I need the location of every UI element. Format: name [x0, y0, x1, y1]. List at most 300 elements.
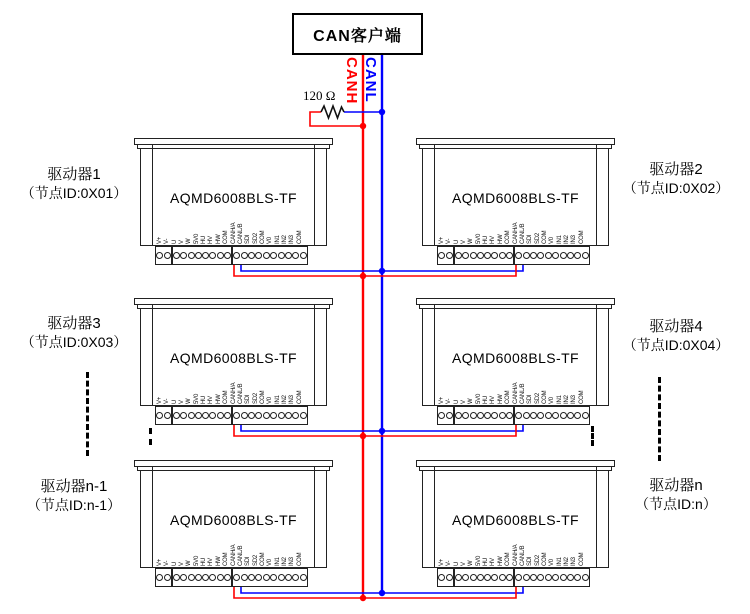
- terminator-canh-lead: [310, 112, 363, 126]
- pin-label: IN2: [281, 557, 288, 566]
- continuation-dots-left-inner: [149, 428, 152, 445]
- terminal-pin: [470, 574, 477, 581]
- pin-label: COM: [578, 390, 585, 404]
- pin-label: SD2: [534, 554, 541, 566]
- module-flange-right: [314, 148, 327, 246]
- pin-label: V-: [164, 238, 171, 244]
- terminal-pin: [567, 574, 574, 581]
- pin-label: HU: [201, 557, 208, 566]
- terminal-pin: [537, 252, 544, 259]
- driver-module-5: [140, 460, 327, 588]
- terminal-pin: [477, 252, 484, 259]
- terminal-pin: [202, 412, 209, 419]
- terminal-pin: [438, 574, 445, 581]
- driver-module-2: [422, 138, 609, 266]
- terminal-pin: [248, 412, 255, 419]
- pin-label: SDI: [245, 394, 252, 404]
- terminal-pin: [462, 252, 469, 259]
- pin-label: IN3: [289, 235, 296, 244]
- pin-label: IN1: [274, 235, 281, 244]
- driver-node-id: （节点ID:n-1）: [26, 497, 122, 513]
- pin-label: V0: [267, 559, 274, 566]
- terminal-block: [172, 406, 232, 425]
- pin-label: W: [468, 238, 475, 244]
- terminal-pin: [180, 412, 187, 419]
- terminal-block: [454, 568, 514, 587]
- terminal-pin: [156, 574, 163, 581]
- pin-label: W: [186, 238, 193, 244]
- terminal-pin: [523, 412, 530, 419]
- terminal-pin: [270, 412, 277, 419]
- terminal-pin: [515, 252, 522, 259]
- terminal-pin: [530, 252, 537, 259]
- pin-label: HW: [497, 234, 504, 244]
- pin-label: V+: [157, 396, 163, 404]
- terminal-pin: [241, 574, 248, 581]
- pin-label: CANH/A: [230, 544, 237, 566]
- terminal-pin: [233, 252, 240, 259]
- driver-label-3: [10, 314, 138, 351]
- pin-label: HU: [483, 235, 490, 244]
- pin-label: V: [179, 400, 186, 404]
- pin-label: U: [171, 399, 178, 404]
- pin-label: IN1: [274, 557, 281, 566]
- terminal-pin: [455, 252, 462, 259]
- terminal-pin: [156, 412, 163, 419]
- terminal-pin: [574, 412, 581, 419]
- module-model-label: AQMD6008BLS-TF: [170, 350, 297, 366]
- pin-label: IN1: [274, 395, 281, 404]
- driver-name: 驱动器2: [649, 161, 703, 178]
- terminal-pin: [462, 412, 469, 419]
- terminal-block: [172, 568, 232, 587]
- terminal-block: [514, 568, 590, 587]
- pin-label: 5V0: [193, 393, 200, 404]
- pin-label: COM: [259, 552, 266, 566]
- pin-label: COM: [578, 230, 585, 244]
- pin-label: V0: [549, 237, 556, 244]
- terminal-pin: [300, 574, 307, 581]
- driver-label-1: [10, 165, 138, 202]
- terminal-pin: [300, 412, 307, 419]
- terminal-pin: [491, 412, 498, 419]
- pin-label: COM: [296, 390, 303, 404]
- terminal-pin: [506, 412, 513, 419]
- driver-label-2: [612, 160, 740, 197]
- module-mount-bar: [134, 138, 333, 145]
- pin-label: SD2: [252, 554, 259, 566]
- terminal-pin: [209, 412, 216, 419]
- pin-label: 5V0: [475, 233, 482, 244]
- pin-label: W: [186, 398, 193, 404]
- pin-label: V: [461, 240, 468, 244]
- pin-label: SDI: [527, 394, 534, 404]
- pin-label: IN3: [571, 395, 578, 404]
- terminal-pin: [233, 574, 240, 581]
- pin-label: HV: [208, 396, 215, 404]
- pin-label: COM: [505, 230, 512, 244]
- terminal-pin: [156, 252, 163, 259]
- pin-label: U: [171, 561, 178, 566]
- pin-label: COM: [541, 230, 548, 244]
- pin-label: IN1: [556, 235, 563, 244]
- terminal-pin: [455, 574, 462, 581]
- pin-label: 5V0: [193, 233, 200, 244]
- driver-node-id: （节点ID:0X03）: [20, 334, 128, 350]
- pin-label: HW: [215, 234, 222, 244]
- pin-label: CANL/B: [519, 383, 526, 404]
- terminal-pin: [270, 574, 277, 581]
- module-model-label: AQMD6008BLS-TF: [170, 512, 297, 528]
- driver-name: 驱动器4: [649, 318, 703, 335]
- terminal-block: [514, 246, 590, 265]
- continuation-dots-left-outer: [86, 372, 89, 456]
- terminal-pin: [537, 574, 544, 581]
- terminal-pin: [530, 574, 537, 581]
- pin-label: V+: [439, 396, 445, 404]
- pin-label: W: [468, 398, 475, 404]
- pin-label: CANH/A: [512, 222, 519, 244]
- terminal-block: [454, 246, 514, 265]
- pin-label: U: [453, 399, 460, 404]
- terminal-pin: [477, 574, 484, 581]
- pin-label: SDI: [245, 234, 252, 244]
- pin-label: IN2: [563, 235, 570, 244]
- pin-label: V+: [439, 558, 445, 566]
- terminal-pin: [255, 574, 262, 581]
- pin-label: 5V0: [475, 393, 482, 404]
- pin-label: CANL/B: [519, 223, 526, 244]
- terminal-pin: [567, 412, 574, 419]
- terminal-pin: [188, 252, 195, 259]
- driver-module-6: [422, 460, 609, 588]
- terminal-block: [454, 406, 514, 425]
- pin-label: CANH/A: [230, 222, 237, 244]
- terminal-pin: [499, 252, 506, 259]
- terminal-pin: [270, 252, 277, 259]
- terminal-pin: [530, 412, 537, 419]
- pin-label: W: [186, 560, 193, 566]
- terminal-pin: [209, 574, 216, 581]
- pin-label: COM: [259, 230, 266, 244]
- terminal-pin: [438, 412, 445, 419]
- pin-label: COM: [223, 552, 230, 566]
- pin-label: V-: [446, 398, 453, 404]
- pin-label: V-: [446, 238, 453, 244]
- terminal-pin: [582, 574, 589, 581]
- pin-label: COM: [541, 552, 548, 566]
- terminal-pin: [173, 252, 180, 259]
- terminal-pin: [470, 412, 477, 419]
- pin-label: IN3: [289, 395, 296, 404]
- pin-label: V-: [164, 560, 171, 566]
- pin-label: V: [461, 562, 468, 566]
- terminal-pin: [233, 412, 240, 419]
- terminal-pin: [164, 412, 171, 419]
- terminal-pin: [202, 574, 209, 581]
- terminal-pin: [446, 412, 453, 419]
- terminal-pin: [582, 252, 589, 259]
- terminal-pin: [195, 252, 202, 259]
- pin-label: U: [453, 239, 460, 244]
- pin-label: IN1: [556, 395, 563, 404]
- terminal-pin: [560, 252, 567, 259]
- driver-node-id: （节点ID:0X01）: [20, 185, 128, 201]
- pin-label: SDI: [527, 556, 534, 566]
- pin-label: SDI: [245, 556, 252, 566]
- pin-label: CANL/B: [237, 223, 244, 244]
- terminal-block: [232, 406, 308, 425]
- terminal-block: [437, 246, 454, 265]
- terminal-pin: [248, 574, 255, 581]
- pin-label: V+: [157, 236, 163, 244]
- module-flange-right: [596, 308, 609, 406]
- pin-label: IN3: [571, 557, 578, 566]
- terminal-block: [155, 246, 172, 265]
- pin-label: U: [453, 561, 460, 566]
- pin-label: HU: [201, 395, 208, 404]
- canl-bus-label: CANL: [362, 57, 379, 103]
- pin-label: HW: [497, 394, 504, 404]
- module-flange-right: [596, 470, 609, 568]
- pin-label: SD2: [534, 232, 541, 244]
- terminal-pin: [491, 252, 498, 259]
- pin-label: SD2: [534, 392, 541, 404]
- pin-label: IN2: [563, 395, 570, 404]
- pin-label: HW: [497, 556, 504, 566]
- pin-label: V+: [157, 558, 163, 566]
- continuation-dots-right-inner: [591, 426, 594, 446]
- pin-label: IN2: [281, 395, 288, 404]
- terminal-pin: [484, 574, 491, 581]
- module-model-label: AQMD6008BLS-TF: [452, 190, 579, 206]
- driver-label-4: [612, 317, 740, 354]
- terminal-pin: [285, 252, 292, 259]
- terminal-pin: [491, 574, 498, 581]
- terminal-block: [232, 568, 308, 587]
- terminal-pin: [523, 252, 530, 259]
- terminal-pin: [462, 574, 469, 581]
- terminal-block: [155, 406, 172, 425]
- terminal-pin: [300, 252, 307, 259]
- driver-name: 驱动器1: [47, 166, 101, 183]
- module-mount-bar: [416, 298, 615, 305]
- terminal-pin: [506, 574, 513, 581]
- pin-label: V0: [549, 397, 556, 404]
- terminal-block: [514, 406, 590, 425]
- pin-label: HV: [490, 396, 497, 404]
- terminal-pin: [180, 574, 187, 581]
- module-flange-right: [314, 308, 327, 406]
- terminal-pin: [545, 412, 552, 419]
- module-model-label: AQMD6008BLS-TF: [170, 190, 297, 206]
- pin-label: HV: [208, 236, 215, 244]
- pin-label: COM: [296, 230, 303, 244]
- terminal-pin: [195, 574, 202, 581]
- driver-node-id: （节点ID:n）: [635, 496, 717, 512]
- pin-label: V: [461, 400, 468, 404]
- terminal-pin: [241, 412, 248, 419]
- driver-module-1: [140, 138, 327, 266]
- pin-label: SD2: [252, 392, 259, 404]
- pin-label: IN2: [281, 235, 288, 244]
- driver-name: 驱动器n: [649, 477, 703, 494]
- pin-label: IN2: [563, 557, 570, 566]
- terminal-pin: [209, 252, 216, 259]
- terminal-pin: [217, 574, 224, 581]
- terminal-pin: [224, 252, 231, 259]
- module-model-label: AQMD6008BLS-TF: [452, 350, 579, 366]
- pin-label: V+: [439, 236, 445, 244]
- terminal-pin: [499, 574, 506, 581]
- module-model-label: AQMD6008BLS-TF: [452, 512, 579, 528]
- pin-label: V-: [446, 560, 453, 566]
- pin-label: IN1: [556, 557, 563, 566]
- terminal-pin: [574, 574, 581, 581]
- terminal-pin: [560, 412, 567, 419]
- driver-label-n-1: [10, 477, 138, 514]
- pin-label: COM: [296, 552, 303, 566]
- terminal-block: [155, 568, 172, 587]
- terminal-pin: [263, 412, 270, 419]
- module-mount-bar: [134, 460, 333, 467]
- pin-label: COM: [541, 390, 548, 404]
- pin-label: COM: [223, 390, 230, 404]
- pin-label: V0: [549, 559, 556, 566]
- canl-junction-dots: [379, 109, 385, 596]
- driver-module-4: [422, 298, 609, 426]
- terminal-pin: [195, 412, 202, 419]
- pin-label: U: [171, 239, 178, 244]
- pin-label: COM: [578, 552, 585, 566]
- pin-label: CANH/A: [512, 544, 519, 566]
- terminal-pin: [455, 412, 462, 419]
- pin-label: 5V0: [193, 555, 200, 566]
- pin-label: V: [179, 562, 186, 566]
- pin-label: CANL/B: [237, 383, 244, 404]
- terminal-pin: [285, 574, 292, 581]
- terminal-pin: [202, 252, 209, 259]
- pin-label: CANH/A: [512, 382, 519, 404]
- driver-module-3: [140, 298, 327, 426]
- terminal-pin: [224, 574, 231, 581]
- module-flange-right: [314, 470, 327, 568]
- terminal-pin: [567, 252, 574, 259]
- terminal-pin: [263, 574, 270, 581]
- terminal-block: [437, 406, 454, 425]
- terminal-pin: [292, 574, 299, 581]
- pin-label: SDI: [527, 234, 534, 244]
- terminal-pin: [173, 412, 180, 419]
- terminal-pin: [484, 412, 491, 419]
- pin-label: COM: [505, 552, 512, 566]
- pin-label: W: [468, 560, 475, 566]
- terminal-pin: [515, 574, 522, 581]
- terminal-pin: [560, 574, 567, 581]
- continuation-dots-right-outer: [658, 377, 661, 461]
- terminal-block: [437, 568, 454, 587]
- terminal-pin: [278, 412, 285, 419]
- terminal-pin: [506, 252, 513, 259]
- pin-label: HV: [490, 558, 497, 566]
- module-flange-right: [596, 148, 609, 246]
- terminal-pin: [255, 412, 262, 419]
- terminal-block: [232, 246, 308, 265]
- resistor-symbol: [321, 106, 344, 118]
- pin-label: HW: [215, 394, 222, 404]
- terminal-pin: [217, 412, 224, 419]
- pin-label: HV: [208, 558, 215, 566]
- terminal-pin: [255, 252, 262, 259]
- pin-label: V-: [164, 398, 171, 404]
- driver-label-n: [612, 476, 740, 513]
- terminal-pin: [484, 252, 491, 259]
- driver-name: 驱动器3: [47, 315, 101, 332]
- driver-node-id: （节点ID:0X02）: [622, 180, 730, 196]
- pin-label: V0: [267, 237, 274, 244]
- pin-label: 5V0: [475, 555, 482, 566]
- pin-label: HU: [483, 395, 490, 404]
- pin-label: IN3: [571, 235, 578, 244]
- can-client-label: CAN客户端: [313, 27, 402, 45]
- terminal-pin: [545, 574, 552, 581]
- driver-node-id: （节点ID:0X04）: [622, 337, 730, 353]
- terminal-pin: [515, 412, 522, 419]
- pin-label: HV: [490, 236, 497, 244]
- pin-label: HW: [215, 556, 222, 566]
- terminal-pin: [188, 574, 195, 581]
- pin-label: CANH/A: [230, 382, 237, 404]
- terminal-pin: [180, 252, 187, 259]
- driver-name: 驱动器n-1: [40, 478, 108, 495]
- terminal-block: [172, 246, 232, 265]
- pin-label: CANL/B: [237, 545, 244, 566]
- terminal-pin: [188, 412, 195, 419]
- terminal-pin: [164, 252, 171, 259]
- terminal-pin: [438, 252, 445, 259]
- terminal-pin: [537, 412, 544, 419]
- terminal-pin: [164, 574, 171, 581]
- terminal-pin: [278, 252, 285, 259]
- pin-label: V0: [267, 397, 274, 404]
- terminal-pin: [446, 574, 453, 581]
- pin-label: CANL/B: [519, 545, 526, 566]
- terminal-pin: [292, 252, 299, 259]
- terminal-pin: [241, 252, 248, 259]
- terminal-pin: [248, 252, 255, 259]
- terminal-pin: [278, 574, 285, 581]
- terminal-pin: [446, 252, 453, 259]
- pin-label: IN3: [289, 557, 296, 566]
- terminal-pin: [173, 574, 180, 581]
- terminal-pin: [470, 252, 477, 259]
- terminal-pin: [574, 252, 581, 259]
- pin-label: SD2: [252, 232, 259, 244]
- terminal-pin: [224, 412, 231, 419]
- terminal-pin: [499, 412, 506, 419]
- module-mount-bar: [416, 460, 615, 467]
- can-client-box: [292, 13, 423, 55]
- pin-label: COM: [259, 390, 266, 404]
- pin-label: HU: [201, 235, 208, 244]
- terminal-pin: [292, 412, 299, 419]
- canh-junction-dots: [360, 123, 366, 601]
- pin-label: V: [179, 240, 186, 244]
- pin-label: COM: [223, 230, 230, 244]
- terminal-pin: [263, 252, 270, 259]
- terminal-pin: [552, 412, 559, 419]
- pin-label: COM: [505, 390, 512, 404]
